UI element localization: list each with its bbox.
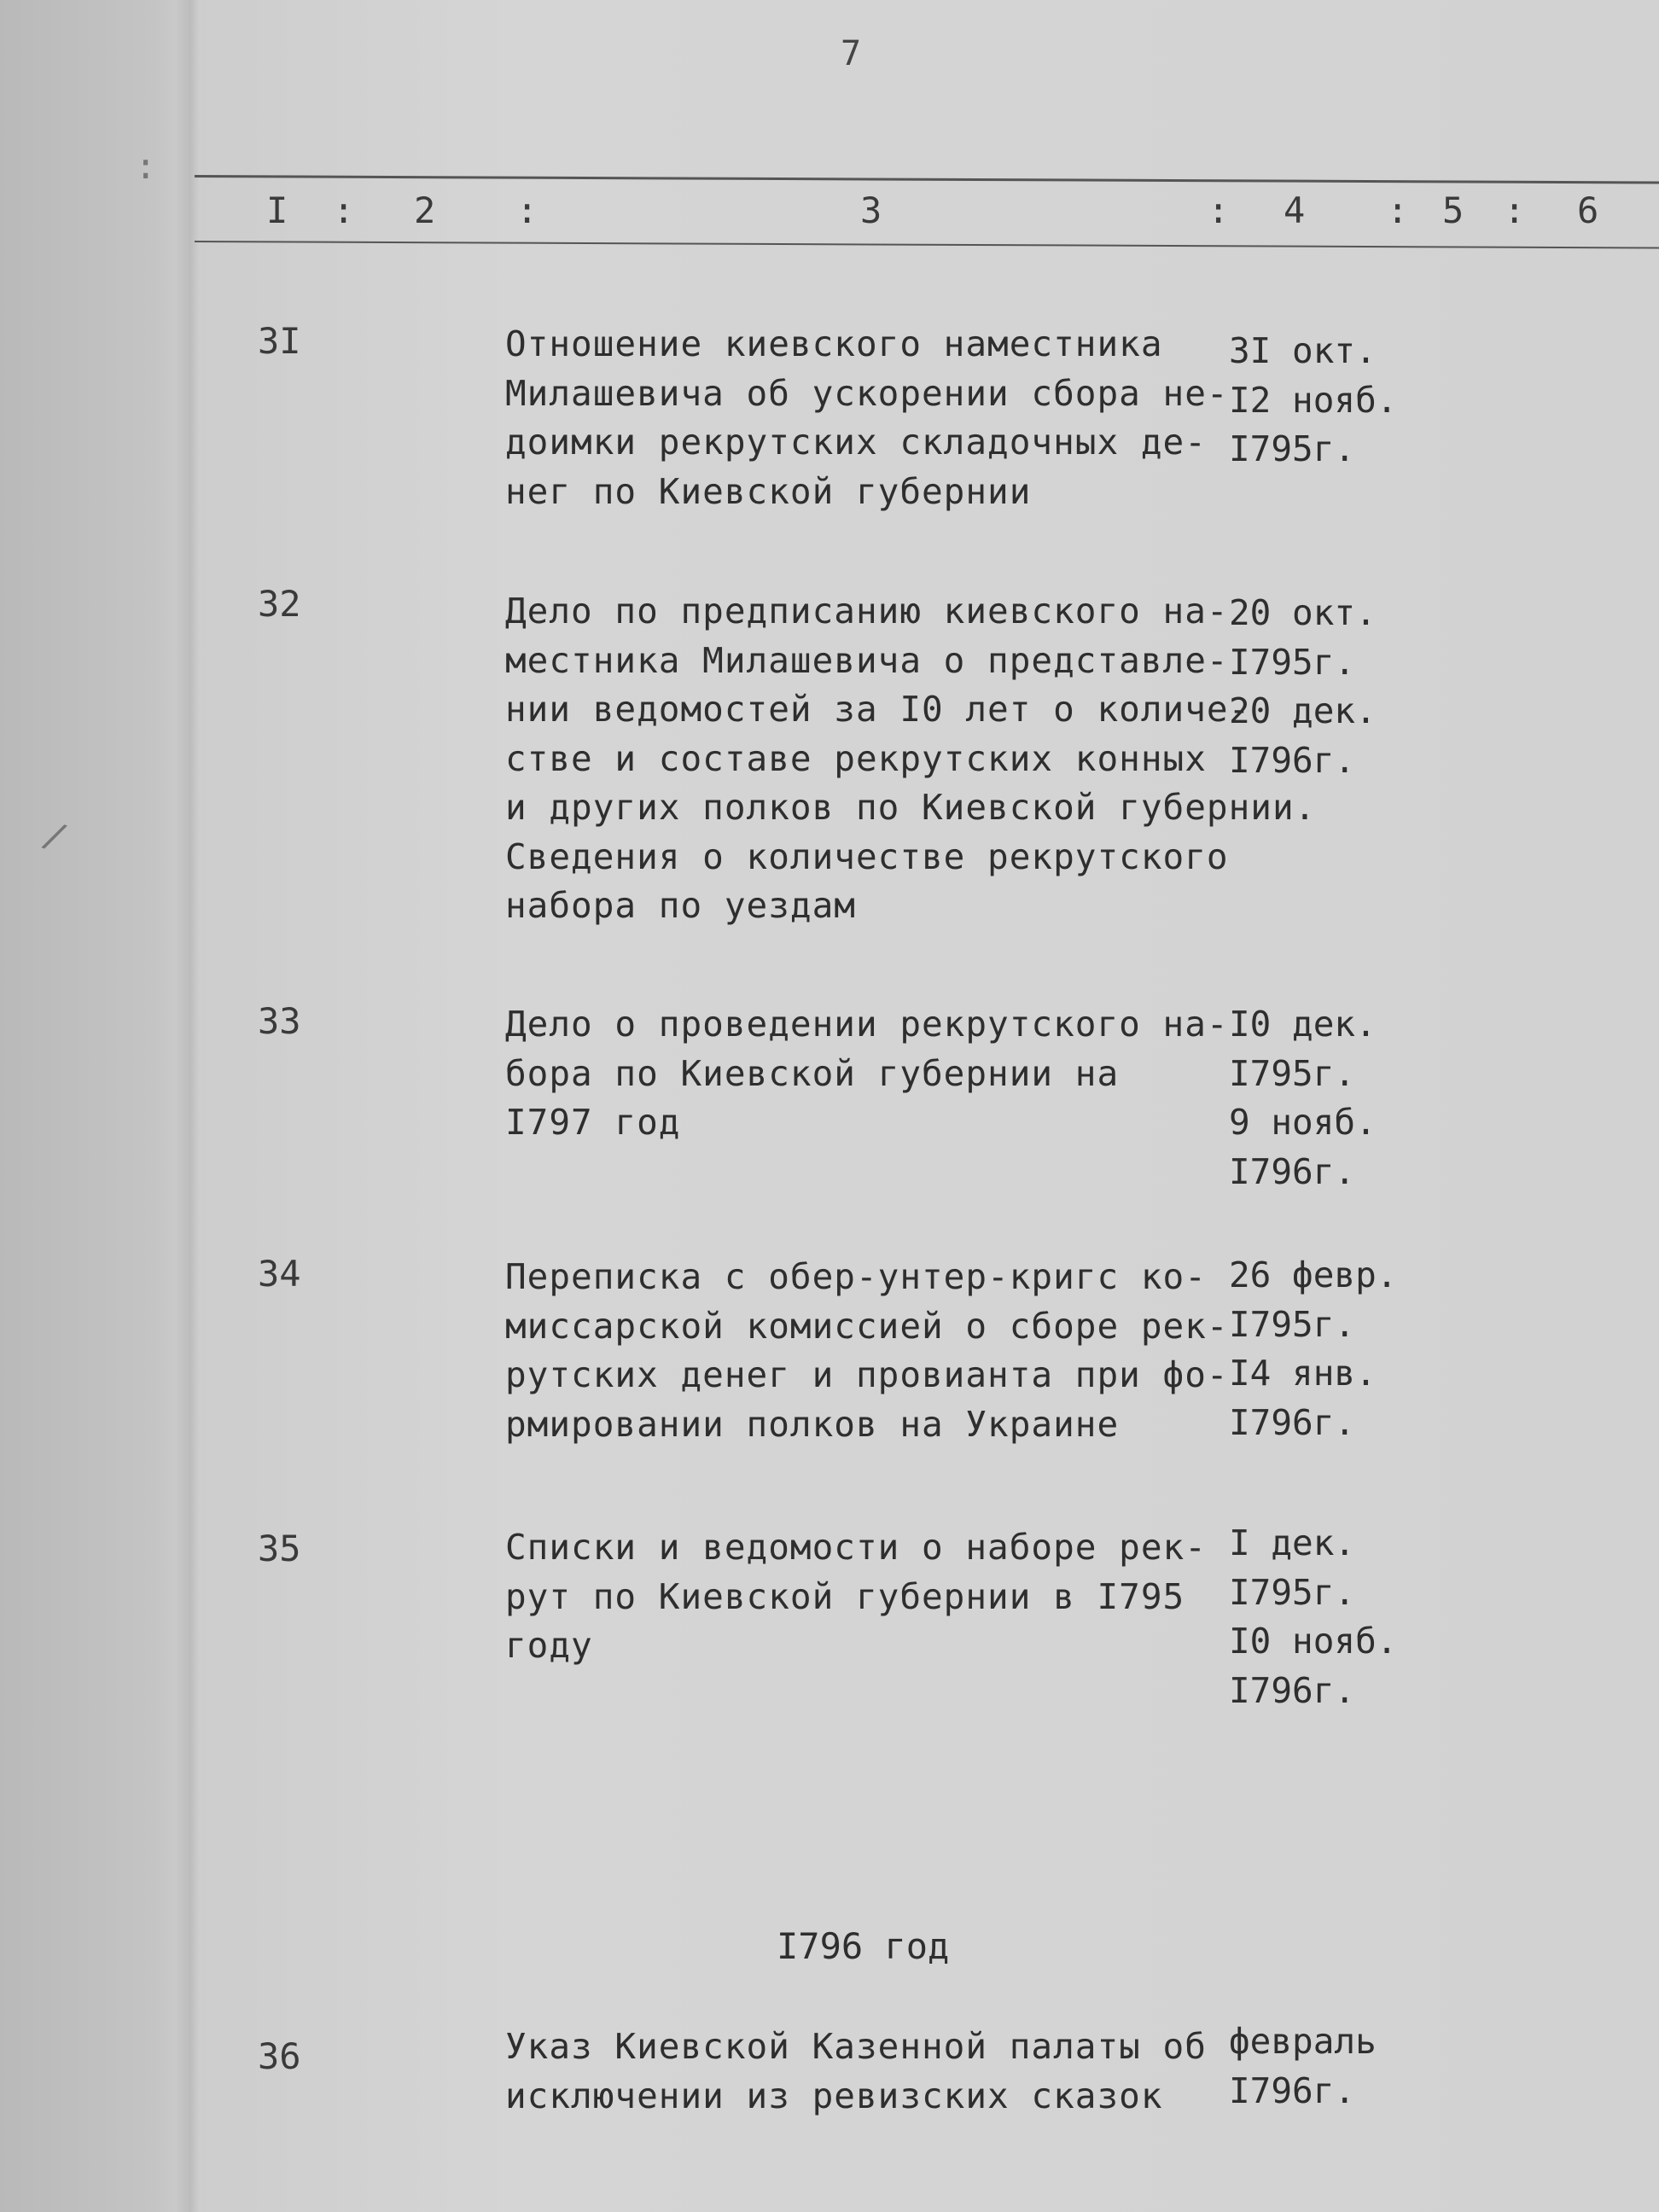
entry-dates [1229,589,1485,785]
entry-number: 33 [258,1000,301,1042]
entry-description [505,1253,1273,1449]
column-header-6: 6 [1577,189,1599,231]
date-line: I дек. [1229,1522,1356,1563]
date-line: февраль [1229,2021,1377,2062]
description-line: году [505,1625,593,1666]
date-line: 9 нояб. [1229,1102,1377,1143]
column-header-5: 5 [1442,189,1464,231]
description-line: исключении из ревизских сказок [505,2075,1163,2116]
section-heading: I796 год [777,1925,950,1967]
date-line: I795г. [1229,1052,1356,1094]
entry-dates [1229,2017,1485,2116]
description-line: Переписка с обер-унтер-кригс ко- [505,1256,1207,1297]
date-line: I2 нояб. [1229,379,1398,421]
description-line: доимки рекрутских складочных де- [505,422,1207,463]
description-line: рутских денег и провианта при фо- [505,1354,1229,1395]
date-line: 26 февр. [1229,1254,1398,1295]
description-line: рут по Киевской губернии в I795 [505,1575,1185,1617]
date-line: I795г. [1229,641,1356,683]
description-line: Списки и ведомости о наборе рек- [505,1527,1207,1568]
description-line: Указ Киевской Казенной палаты об [505,2026,1207,2067]
description-line: миссарской комиссией о сборе рек- [505,1305,1229,1347]
entry-dates [1229,1000,1485,1196]
entry-description [505,1523,1273,1671]
entry-dates [1229,327,1485,474]
date-line: I796г. [1229,1401,1356,1443]
description-line: нег по Киевской губернии [505,470,1032,512]
column-header-3: 3 [860,189,882,231]
date-line: I795г. [1229,428,1356,469]
binding-fold [175,0,201,2212]
description-line: местника Милашевича о представле- [505,639,1229,681]
date-line: I0 нояб. [1229,1621,1398,1662]
date-line: I795г. [1229,1571,1356,1613]
description-line: Милашевича об ускорении сбора не- [505,372,1229,414]
description-line: Сведения о количестве рекрутского [505,835,1229,877]
entry-description [505,2023,1273,2121]
column-header-2: 2 [414,189,436,231]
date-line: I4 янв. [1229,1353,1377,1394]
entry-dates [1229,1251,1485,1447]
entry-number: 3I [258,320,301,362]
description-line: Дело по предписанию киевского на- [505,591,1229,632]
date-line: I796г. [1229,2069,1356,2111]
date-line: I796г. [1229,1669,1356,1711]
column-separator: : [1387,189,1409,231]
date-line: I795г. [1229,1303,1356,1345]
description-line: бора по Киевской губернии на [505,1052,1120,1094]
entry-description [505,320,1273,516]
entry-number: 35 [258,1528,301,1569]
description-line: рмировании полков на Украине [505,1403,1120,1445]
date-line: I796г. [1229,739,1356,781]
entry-number: 36 [258,2035,301,2077]
column-separator: : [1208,189,1230,231]
description-line: Дело о проведении рекрутского на- [505,1004,1229,1045]
description-line: Отношение киевского наместника [505,323,1163,364]
column-header-1: I [266,189,288,231]
entry-number: 34 [258,1253,301,1295]
entry-number: 32 [258,583,301,625]
margin-mark: / [38,812,73,859]
column-separator: : [516,189,538,231]
date-line: I0 дек. [1229,1004,1377,1045]
date-line: 20 дек. [1229,690,1377,731]
description-line: набора по уездам [505,885,856,926]
description-line: и других полков по Киевской губернии. [505,787,1317,828]
date-line: I796г. [1229,1150,1356,1192]
margin-mark: : [135,145,157,187]
page-number: 7 [841,34,862,73]
column-header-4: 4 [1284,189,1306,231]
description-line: I797 год [505,1102,681,1143]
entry-description [505,1000,1273,1148]
column-separator: : [1504,189,1526,231]
date-line: 3I окт. [1229,330,1377,371]
column-separator: : [333,189,355,231]
date-line: 20 окт. [1229,592,1377,633]
description-line: нии ведомостей за I0 лет о количе- [505,689,1251,730]
description-line: стве и составе рекрутских конных [505,737,1207,779]
entry-dates [1229,1519,1485,1715]
